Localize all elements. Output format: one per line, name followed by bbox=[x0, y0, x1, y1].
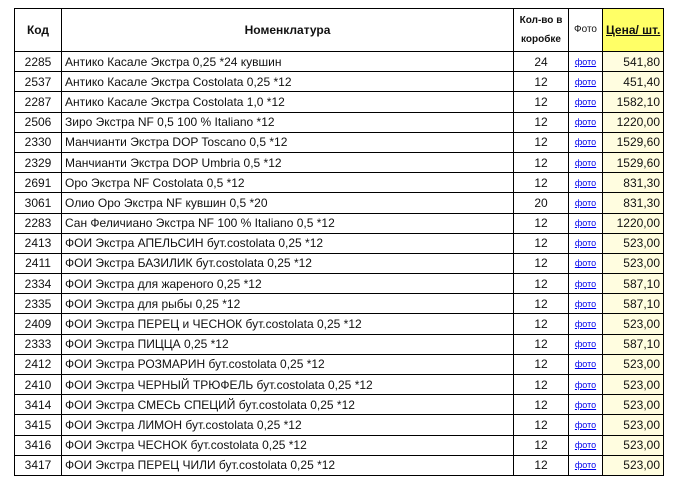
photo-link[interactable]: фото bbox=[574, 56, 597, 67]
table-row bbox=[15, 72, 664, 92]
cell-price: 587,10 bbox=[603, 274, 664, 294]
cell-price: 523,00 bbox=[603, 455, 664, 475]
cell-price: 587,10 bbox=[603, 334, 664, 354]
photo-link[interactable]: фото bbox=[574, 238, 597, 249]
table-row bbox=[15, 253, 664, 273]
table-row bbox=[15, 435, 664, 455]
header-photo: Фото bbox=[569, 9, 603, 52]
cell-price: 831,30 bbox=[603, 173, 664, 193]
cell-name: ФОИ Экстра ЧЕСНОК бут.costolata 0,25 *12 bbox=[62, 435, 514, 455]
cell-photo bbox=[569, 253, 603, 273]
cell-qty: 12 bbox=[514, 92, 569, 112]
cell-code: 2537 bbox=[15, 72, 62, 92]
cell-photo bbox=[569, 132, 603, 152]
cell-price: 523,00 bbox=[603, 354, 664, 374]
cell-price: 523,00 bbox=[603, 314, 664, 334]
cell-photo bbox=[569, 354, 603, 374]
cell-code: 2283 bbox=[15, 213, 62, 233]
photo-link[interactable]: фото bbox=[574, 460, 597, 471]
photo-link[interactable]: фото bbox=[574, 379, 597, 390]
table-row bbox=[15, 152, 664, 172]
cell-price: 523,00 bbox=[603, 435, 664, 455]
cell-qty: 20 bbox=[514, 193, 569, 213]
table-row bbox=[15, 132, 664, 152]
cell-code: 3414 bbox=[15, 395, 62, 415]
cell-name: ФОИ Экстра СМЕСЬ СПЕЦИЙ бут.costolata 0,25 *12 bbox=[62, 395, 514, 415]
photo-link[interactable]: фото bbox=[574, 399, 597, 410]
header-code: Код bbox=[15, 9, 62, 52]
table-row bbox=[15, 112, 664, 132]
cell-code: 3061 bbox=[15, 193, 62, 213]
cell-photo bbox=[569, 314, 603, 334]
cell-qty: 12 bbox=[514, 455, 569, 475]
cell-name: ФОИ Экстра АПЕЛЬСИН бут.costolata 0,25 *12 bbox=[62, 233, 514, 253]
cell-qty: 12 bbox=[514, 375, 569, 395]
cell-price: 1529,60 bbox=[603, 132, 664, 152]
cell-photo bbox=[569, 435, 603, 455]
photo-link[interactable]: фото bbox=[574, 278, 597, 289]
cell-name: ФОИ Экстра для рыбы 0,25 *12 bbox=[62, 294, 514, 314]
cell-code: 2410 bbox=[15, 375, 62, 395]
cell-photo bbox=[569, 415, 603, 435]
cell-qty: 12 bbox=[514, 334, 569, 354]
cell-price: 1529,60 bbox=[603, 152, 664, 172]
table-row bbox=[15, 334, 664, 354]
cell-name: Антико Касале Экстра Costolata 1,0 *12 bbox=[62, 92, 514, 112]
cell-photo bbox=[569, 274, 603, 294]
cell-qty: 12 bbox=[514, 233, 569, 253]
header-price[interactable]: Цена/ шт. bbox=[603, 9, 664, 52]
cell-code: 2329 bbox=[15, 152, 62, 172]
cell-name: ФОИ Экстра РОЗМАРИН бут.costolata 0,25 *12 bbox=[62, 354, 514, 374]
cell-price: 1582,10 bbox=[603, 92, 664, 112]
cell-qty: 12 bbox=[514, 395, 569, 415]
photo-link[interactable]: фото bbox=[574, 298, 597, 309]
cell-code: 2412 bbox=[15, 354, 62, 374]
photo-link[interactable]: фото bbox=[574, 117, 597, 128]
cell-name: ФОИ Экстра ЛИМОН бут.costolata 0,25 *12 bbox=[62, 415, 514, 435]
table-row bbox=[15, 213, 664, 233]
photo-link[interactable]: фото bbox=[574, 157, 597, 168]
table-row bbox=[15, 375, 664, 395]
cell-photo bbox=[569, 294, 603, 314]
table-row bbox=[15, 173, 664, 193]
cell-photo bbox=[569, 72, 603, 92]
cell-code: 3415 bbox=[15, 415, 62, 435]
cell-photo bbox=[569, 455, 603, 475]
cell-code: 2333 bbox=[15, 334, 62, 354]
photo-link[interactable]: фото bbox=[574, 137, 597, 148]
photo-link[interactable]: фото bbox=[574, 96, 597, 107]
cell-price: 523,00 bbox=[603, 395, 664, 415]
cell-price: 831,30 bbox=[603, 193, 664, 213]
table-body bbox=[15, 52, 664, 476]
price-table bbox=[14, 8, 664, 476]
cell-qty: 12 bbox=[514, 435, 569, 455]
cell-name: ФОИ Экстра БАЗИЛИК бут.costolata 0,25 *12 bbox=[62, 253, 514, 273]
photo-link[interactable]: фото bbox=[574, 339, 597, 350]
cell-code: 2506 bbox=[15, 112, 62, 132]
cell-photo bbox=[569, 334, 603, 354]
cell-price: 451,40 bbox=[603, 72, 664, 92]
cell-qty: 12 bbox=[514, 72, 569, 92]
cell-qty: 12 bbox=[514, 112, 569, 132]
cell-code: 2285 bbox=[15, 52, 62, 72]
cell-photo bbox=[569, 92, 603, 112]
cell-name: Манчианти Экстра DOP Toscano 0,5 *12 bbox=[62, 132, 514, 152]
cell-photo bbox=[569, 193, 603, 213]
cell-code: 3417 bbox=[15, 455, 62, 475]
cell-name: ФОИ Экстра ПЕРЕЦ ЧИЛИ бут.costolata 0,25 *12 bbox=[62, 455, 514, 475]
cell-photo bbox=[569, 173, 603, 193]
cell-qty: 12 bbox=[514, 274, 569, 294]
photo-link[interactable]: фото bbox=[574, 419, 597, 430]
cell-photo bbox=[569, 152, 603, 172]
table-row bbox=[15, 314, 664, 334]
cell-name: Оро Экстра NF Costolata 0,5 *12 bbox=[62, 173, 514, 193]
photo-link[interactable]: фото bbox=[574, 197, 597, 208]
cell-photo bbox=[569, 395, 603, 415]
cell-name: ФОИ Экстра ЧЕРНЫЙ ТРЮФЕЛЬ бут.costolata 0,25 *12 bbox=[62, 375, 514, 395]
cell-code: 2334 bbox=[15, 274, 62, 294]
cell-code: 2287 bbox=[15, 92, 62, 112]
cell-name: ФОИ Экстра ПЕРЕЦ и ЧЕСНОК бут.costolata 0,25 *12 bbox=[62, 314, 514, 334]
cell-qty: 12 bbox=[514, 294, 569, 314]
cell-price: 523,00 bbox=[603, 415, 664, 435]
header-name: Номенклатура bbox=[62, 9, 514, 52]
table-row bbox=[15, 193, 664, 213]
cell-photo bbox=[569, 233, 603, 253]
table-row bbox=[15, 415, 664, 435]
cell-price: 523,00 bbox=[603, 253, 664, 273]
cell-qty: 12 bbox=[514, 173, 569, 193]
cell-code: 2691 bbox=[15, 173, 62, 193]
table-row bbox=[15, 233, 664, 253]
cell-code: 3416 bbox=[15, 435, 62, 455]
cell-name: ФОИ Экстра для жареного 0,25 *12 bbox=[62, 274, 514, 294]
cell-photo bbox=[569, 52, 603, 72]
cell-name: ФОИ Экстра ПИЦЦА 0,25 *12 bbox=[62, 334, 514, 354]
cell-price: 587,10 bbox=[603, 294, 664, 314]
table-row bbox=[15, 274, 664, 294]
cell-qty: 12 bbox=[514, 415, 569, 435]
photo-link[interactable]: фото bbox=[574, 359, 597, 370]
cell-name: Антико Касале Экстра 0,25 *24 кувшин bbox=[62, 52, 514, 72]
cell-qty: 12 bbox=[514, 253, 569, 273]
cell-code: 2413 bbox=[15, 233, 62, 253]
table-row bbox=[15, 395, 664, 415]
cell-photo bbox=[569, 213, 603, 233]
cell-name: Антико Касале Экстра Costolata 0,25 *12 bbox=[62, 72, 514, 92]
cell-qty: 12 bbox=[514, 213, 569, 233]
cell-qty: 24 bbox=[514, 52, 569, 72]
cell-code: 2330 bbox=[15, 132, 62, 152]
cell-qty: 12 bbox=[514, 354, 569, 374]
cell-price: 541,80 bbox=[603, 52, 664, 72]
cell-name: Сан Феличиано Экстра NF 100 % Italiano 0,5 *12 bbox=[62, 213, 514, 233]
table-row bbox=[15, 92, 664, 112]
cell-price: 523,00 bbox=[603, 375, 664, 395]
cell-code: 2411 bbox=[15, 253, 62, 273]
cell-qty: 12 bbox=[514, 152, 569, 172]
cell-name: Манчианти Экстра DOP Umbria 0,5 *12 bbox=[62, 152, 514, 172]
cell-price: 1220,00 bbox=[603, 213, 664, 233]
photo-link[interactable]: фото bbox=[574, 177, 597, 188]
header-qty: Кол-во в коробке bbox=[514, 9, 569, 52]
table-row bbox=[15, 354, 664, 374]
photo-link[interactable]: фото bbox=[574, 218, 597, 229]
cell-code: 2409 bbox=[15, 314, 62, 334]
photo-link[interactable]: фото bbox=[574, 76, 597, 87]
cell-name: Зиро Экстра NF 0,5 100 % Italiano *12 bbox=[62, 112, 514, 132]
cell-qty: 12 bbox=[514, 314, 569, 334]
cell-name: Олио Оро Экстра NF кувшин 0,5 *20 bbox=[62, 193, 514, 213]
photo-link[interactable]: фото bbox=[574, 258, 597, 269]
cell-qty: 12 bbox=[514, 132, 569, 152]
photo-link[interactable]: фото bbox=[574, 440, 597, 451]
cell-photo bbox=[569, 112, 603, 132]
cell-code: 2335 bbox=[15, 294, 62, 314]
table-row bbox=[15, 294, 664, 314]
cell-price: 1220,00 bbox=[603, 112, 664, 132]
cell-photo bbox=[569, 375, 603, 395]
photo-link[interactable]: фото bbox=[574, 319, 597, 330]
table-row bbox=[15, 52, 664, 72]
table-row bbox=[15, 455, 664, 475]
cell-price: 523,00 bbox=[603, 233, 664, 253]
table-header-row bbox=[15, 9, 664, 52]
